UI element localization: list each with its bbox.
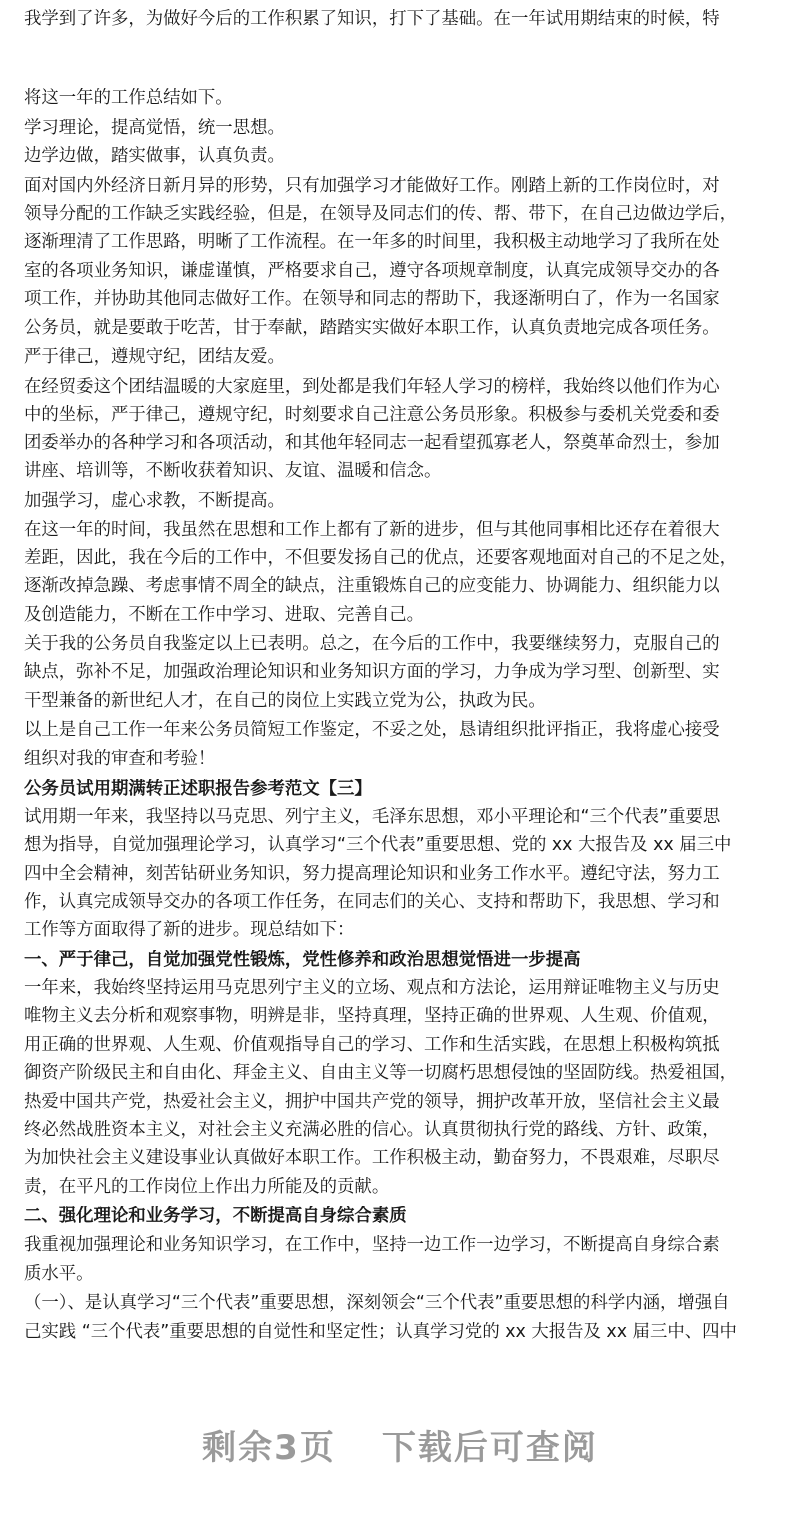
text-line: 室的各项业务知识，谦虚谨慎，严格要求自己，遵守各项规章制度，认真完成领导交办的各 bbox=[24, 261, 720, 281]
text-line: 关于我的公务员自我鉴定以上已表明。总之，在今后的工作中，我要继续努力，克服自己的 bbox=[24, 634, 720, 654]
text-line: 终必然战胜资本主义，对社会主义充满必胜的信心。认真贯彻执行党的路线、方针、政策， bbox=[24, 1120, 720, 1140]
text-line: 边学边做，踏实做事，认真负责。 bbox=[24, 146, 285, 166]
text-line: 试用期一年来，我坚持以马克思、列宁主义，毛泽东思想，邓小平理论和“三个代表”重要思 bbox=[24, 807, 721, 827]
text-line: 御资产阶级民主和自由化、拜金主义、自由主义等一切腐朽思想侵蚀的坚固防线。热爱祖国， bbox=[24, 1063, 738, 1083]
text-line: 逐渐理清了工作思路，明晰了工作流程。在一年多的时间里，我积极主动地学习了我所在处 bbox=[24, 232, 720, 252]
text-line: 差距，因此，我在今后的工作中，不但要发扬自己的优点，还要客观地面对自己的不足之处， bbox=[24, 548, 738, 568]
section-heading: 一、严于律己，自觉加强党性锻炼，党性修养和政治思想觉悟进一步提高 bbox=[24, 950, 581, 970]
section-heading: 公务员试用期满转正述职报告参考范文【三】 bbox=[24, 779, 372, 799]
text-line: 团委举办的各种学习和各项活动，和其他年轻同志一起看望孤寡老人，祭奠革命烈士，参加 bbox=[24, 433, 720, 453]
text-line: 用正确的世界观、人生观、价值观指导自己的学习、工作和生活实践，在思想上积极构筑抵 bbox=[24, 1035, 720, 1055]
text-line: 加强学习，虚心求教，不断提高。 bbox=[24, 491, 285, 511]
text-line: 我重视加强理论和业务知识学习，在工作中，坚持一边工作一边学习，不断提高自身综合素 bbox=[24, 1235, 720, 1255]
text-line: 想为指导，自觉加强理论学习，认真学习“三个代表”重要思想、党的 xx 大报告及 xx 届三中 bbox=[24, 835, 732, 855]
text-line: 工作等方面取得了新的进步。现总结如下： bbox=[24, 920, 355, 940]
text-line: 讲座、培训等，不断收获着知识、友谊、温暖和信念。 bbox=[24, 461, 442, 481]
text-line: 领导分配的工作缺乏实践经验，但是，在领导及同志们的传、帮、带下，在自己边做边学后， bbox=[24, 204, 738, 224]
download-prompt[interactable] bbox=[0, 1420, 800, 1469]
text-line: 在这一年的时间，我虽然在思想和工作上都有了新的进步，但与其他同事相比还存在着很大 bbox=[24, 520, 720, 540]
text-line: 干型兼备的新世纪人才，在自己的岗位上实践立党为公，执政为民。 bbox=[24, 691, 546, 711]
text-line: 四中全会精神，刻苦钻研业务知识，努力提高理论知识和业务工作水平。遵纪守法，努力工 bbox=[24, 864, 720, 884]
text-line: 缺点，弥补不足，加强政治理论知识和业务知识方面的学习，力争成为学习型、创新型、实 bbox=[24, 662, 720, 682]
text-line: 公务员，就是要敢于吃苦，甘于奉献，踏踏实实做好本职工作，认真负责地完成各项任务。 bbox=[24, 318, 720, 338]
section-heading: 二、强化理论和业务学习，不断提高自身综合素质 bbox=[24, 1206, 407, 1226]
download-to-view-label: 下载后可查阅 bbox=[381, 1428, 598, 1468]
text-line: 作，认真完成领导交办的各项工作任务，在同志们的关心、支持和帮助下，我思想、学习和 bbox=[24, 892, 720, 912]
text-line: 逐渐改掉急躁、考虑事情不周全的缺点，注重锻炼自己的应变能力、协调能力、组织能力以 bbox=[24, 576, 720, 596]
text-line: 我学到了许多，为做好今后的工作积累了知识，打下了基础。在一年试用期结束的时候，特 bbox=[24, 9, 720, 29]
text-line: 中的坐标，严于律己，遵规守纪，时刻要求自己注意公务员形象。积极参与委机关党委和委 bbox=[24, 405, 720, 425]
text-line: 为加快社会主义建设事业认真做好本职工作。工作积极主动，勤奋努力，不畏艰难，尽职尽 bbox=[24, 1148, 720, 1168]
text-line: 项工作，并协助其他同志做好工作。在领导和同志的帮助下，我逐渐明白了，作为一名国家 bbox=[24, 289, 720, 309]
text-line: 面对国内外经济日新月异的形势，只有加强学习才能做好工作。刚踏上新的工作岗位时，对 bbox=[24, 176, 720, 196]
text-line: 组织对我的审查和考验！ bbox=[24, 749, 216, 769]
remaining-pages-label: 剩余3页 bbox=[202, 1428, 336, 1468]
text-line: 一年来，我始终坚持运用马克思列宁主义的立场、观点和方法论，运用辩证唯物主义与历史 bbox=[24, 978, 720, 998]
text-line: （一）、是认真学习“三个代表”重要思想，深刻领会“三个代表”重要思想的科学内涵，增强自 bbox=[24, 1293, 730, 1313]
text-line: 及创造能力，不断在工作中学习、进取、完善自己。 bbox=[24, 605, 424, 625]
text-line: 严于律己，遵规守纪，团结友爱。 bbox=[24, 347, 285, 367]
text-line: 以上是自己工作一年来公务员简短工作鉴定，不妥之处，恳请组织批评指正，我将虚心接受 bbox=[24, 720, 720, 740]
text-line: 唯物主义去分析和观察事物，明辨是非，坚持真理，坚持正确的世界观、人生观、价值观， bbox=[24, 1006, 720, 1026]
text-line: 在经贸委这个团结温暖的大家庭里，到处都是我们年轻人学习的榜样，我始终以他们作为心 bbox=[24, 377, 720, 397]
text-line: 己实践 “三个代表”重要思想的自觉性和坚定性；认真学习党的 xx 大报告及 xx 届三中、四中 bbox=[24, 1322, 737, 1342]
text-line: 学习理论，提高觉悟，统一思想。 bbox=[24, 118, 285, 138]
text-line: 质水平。 bbox=[24, 1264, 94, 1284]
text-line: 将这一年的工作总结如下。 bbox=[24, 88, 233, 108]
text-line: 热爱中国共产党，热爱社会主义，拥护中国共产党的领导，拥护改革开放，坚信社会主义最 bbox=[24, 1092, 720, 1112]
text-line: 责，在平凡的工作岗位上作出力所能及的贡献。 bbox=[24, 1177, 390, 1197]
